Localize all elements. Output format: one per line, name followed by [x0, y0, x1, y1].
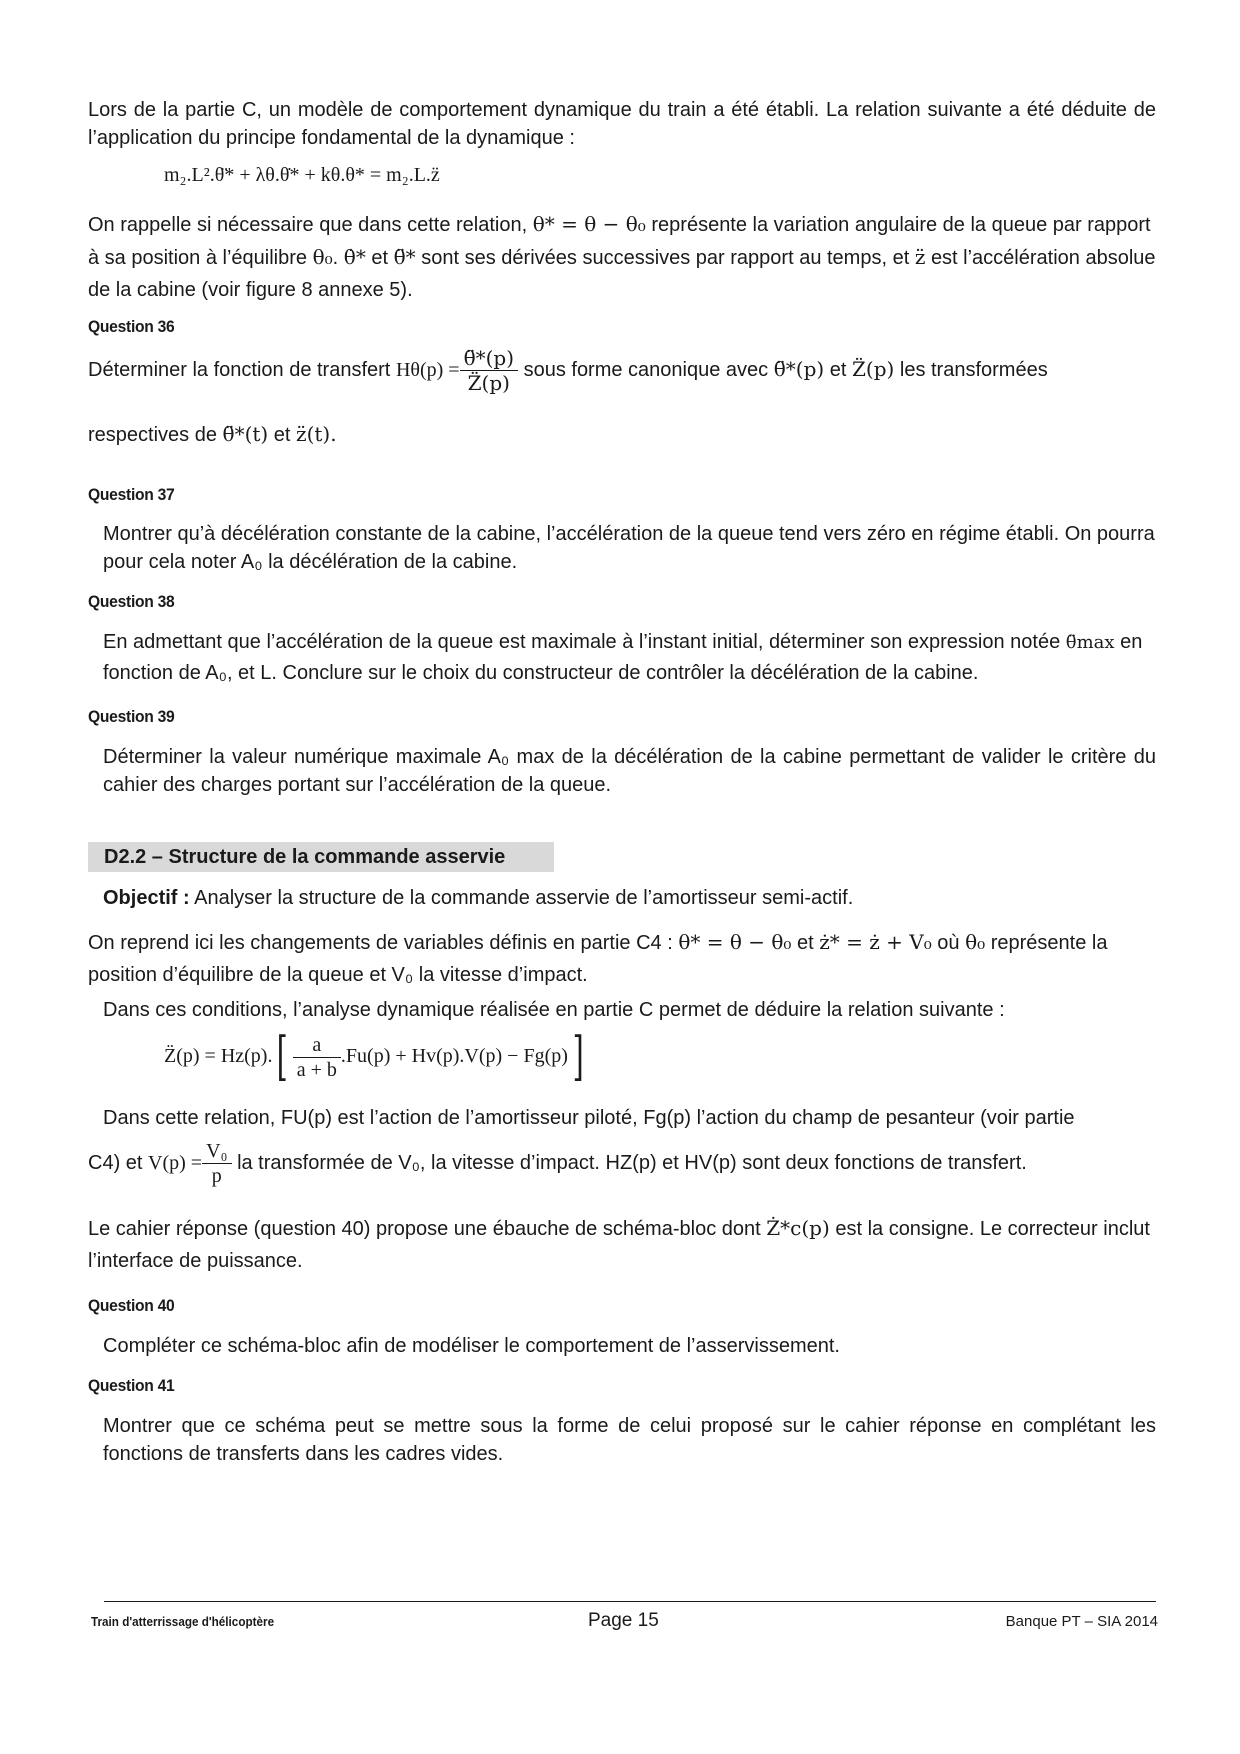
recall-text-d: sont ses dérivées successives par rapport au temps, et [421, 247, 910, 269]
left-bracket: [ [277, 1027, 289, 1088]
q38-text-a: En admettant que l’accélération de la queue est maximale à l’instant initial, déterminer son expression notée [103, 631, 1061, 653]
dynamics-equation: m₂.L².θ̈* + λθ.θ̇* + kθ.θ* = m₂.L.z̈ [164, 164, 440, 186]
question-38-text [103, 627, 1156, 688]
q36-lhs: Hθ(p) = [395, 359, 460, 381]
q36-and2: et [273, 424, 291, 446]
intro-paragraph: Lors de la partie C, un modèle de comportement dynamique du train a été établi. La relation suivante a été déduite de l’application du principe fondamental de la dynamique : [88, 99, 1156, 149]
theta-dot-symbol: θ̇* [343, 245, 366, 269]
eq-rest: .Fu(p) + Hv(p).V(p) − Fg(p) [340, 1045, 568, 1067]
variables-theta-expr: θ* = θ − θ₀ [678, 930, 792, 954]
q36-sym3: θ̈*(t) [222, 422, 269, 446]
eq-fraction [293, 1033, 341, 1082]
q36-and: et [829, 359, 847, 381]
eq-numerator: a [293, 1033, 341, 1058]
question-40-label: Question 40 [88, 1296, 175, 1315]
q38-text-b: en fonction de A₀, et L. Conclure sur le choix du constructeur de contrôler la décélération de la cabine. [103, 631, 1143, 684]
laplace-equation [164, 1024, 588, 1088]
variables-paragraph [88, 926, 1156, 991]
question-39-label: Question 39 [88, 707, 175, 726]
right-bracket: ] [572, 1027, 584, 1088]
cahier-paragraph [88, 1212, 1156, 1277]
footer-document-title: Train d'atterrissage d'hélicoptère [91, 1614, 275, 1629]
velocity-denominator: p [211, 1165, 222, 1188]
section-title: D2.2 – Structure de la commande asservie [104, 846, 506, 868]
question-36-text-line1 [88, 344, 1156, 395]
theta0-symbol: θ₀ [312, 245, 333, 269]
theta-star-definition: θ* = θ − θ₀ [532, 212, 646, 236]
variables-theta0: θ₀ [965, 930, 986, 954]
question-39-text: Déterminer la valeur numérique maximale A₀ max de la décélération de la cabine permettant de valider le critère du cahier des charges portant sur l’accélération de la queue. [103, 746, 1156, 796]
eq-lhs: Z̈(p) = Hz(p). [164, 1045, 273, 1067]
variables-text-b: représente la position d’équilibre de la queue et V₀ la vitesse d’impact. [88, 932, 1108, 986]
q36-numerator: θ̈*(p) [460, 346, 518, 371]
question-36-text-line2 [88, 418, 1156, 451]
recall-text-e: est l’accélération absolue de la cabine (voir figure 8 annexe 5). [88, 247, 1156, 301]
cahier-text-b: est la consigne. Le correcteur inclut l’interface de puissance. [88, 1218, 1150, 1272]
q36-sym2: Z̈(p) [852, 357, 895, 381]
conditions-paragraph: Dans ces conditions, l’analyse dynamique réalisée en partie C permet de déduire la relation suivante : [103, 999, 1005, 1021]
variables-and: et [796, 932, 814, 954]
velocity-lhs: V(p) = [148, 1152, 203, 1174]
relation-paragraph: Dans cette relation, FU(p) est l’action de l’amortisseur piloté, Fg(p) l’action du champ de pesanteur (voir partie [103, 1107, 1075, 1129]
theta-ddot-symbol: θ̈* [393, 245, 416, 269]
footer-exam-name: Banque PT – SIA 2014 [1005, 1613, 1158, 1630]
q36-sym4: z̈(t). [296, 422, 337, 446]
q36-denominator: Z̈(p) [467, 371, 510, 396]
velocity-text-a: C4) et [88, 1152, 143, 1174]
q36-sym1: θ̈*(p) [773, 357, 825, 381]
question-38-label: Question 38 [88, 592, 175, 611]
recall-paragraph [88, 208, 1156, 306]
question-41-label: Question 41 [88, 1376, 175, 1395]
objectif-text: Analyser la structure de la commande asservie de l’amortisseur semi-actif. [194, 887, 854, 909]
footer-rule [104, 1601, 1156, 1602]
recall-dot: . [332, 247, 339, 269]
recall-text-b: représente la variation angulaire de la queue par rapport à sa position à l’équilibre [88, 214, 1151, 269]
eq-denominator: a + b [296, 1058, 337, 1081]
velocity-line [88, 1132, 1156, 1194]
velocity-fraction [202, 1139, 231, 1188]
question-40-text: Compléter ce schéma-bloc afin de modéliser le comportement de l’asservissement. [103, 1335, 840, 1357]
objectif-line [103, 884, 1171, 912]
question-41-text: Montrer que ce schéma peut se mettre sous la forme de celui proposé sur le cahier réponse en complétant les fonctions de transferts dans les cadres vides. [103, 1415, 1156, 1465]
recall-and: et [371, 247, 389, 269]
variables-z-expr: ż* = ż + V₀ [819, 930, 932, 954]
objectif-label: Objectif : [103, 887, 190, 909]
variables-ou: où [937, 932, 960, 954]
theta-ddot-max-symbol: θ̈max [1065, 632, 1115, 653]
q36-fraction [460, 346, 518, 395]
z-ddot-symbol: z̈ [914, 245, 926, 269]
q36-text-a: Déterminer la fonction de transfert [88, 359, 391, 381]
footer-page-number: Page 15 [588, 1610, 659, 1631]
velocity-text-b: la transformée de V₀, la vitesse d’impact. HZ(p) et HV(p) sont deux fonctions de transfert. [237, 1152, 1027, 1174]
cahier-text-a: Le cahier réponse (question 40) propose une ébauche de schéma-bloc dont [88, 1218, 761, 1240]
question-37-text: Montrer qu’à décélération constante de la cabine, l’accélération de la queue tend vers zéro en régime établi. On pourra pour cela noter A₀ la décélération de la cabine. [103, 523, 1155, 573]
velocity-numerator: V₀ [202, 1139, 231, 1164]
q36-text-c: les transformées [899, 359, 1048, 381]
question-37-label: Question 37 [88, 485, 175, 504]
variables-text-a: On reprend ici les changements de variables définis en partie C4 : [88, 932, 673, 954]
recall-text-a: On rappelle si nécessaire que dans cette relation, [88, 214, 528, 236]
consigne-symbol: Ż*c(p) [766, 1216, 830, 1240]
q36-text-b: sous forme canonique avec [523, 359, 769, 381]
question-36-label: Question 36 [88, 317, 175, 336]
q36-text-d: respectives de [88, 424, 217, 446]
